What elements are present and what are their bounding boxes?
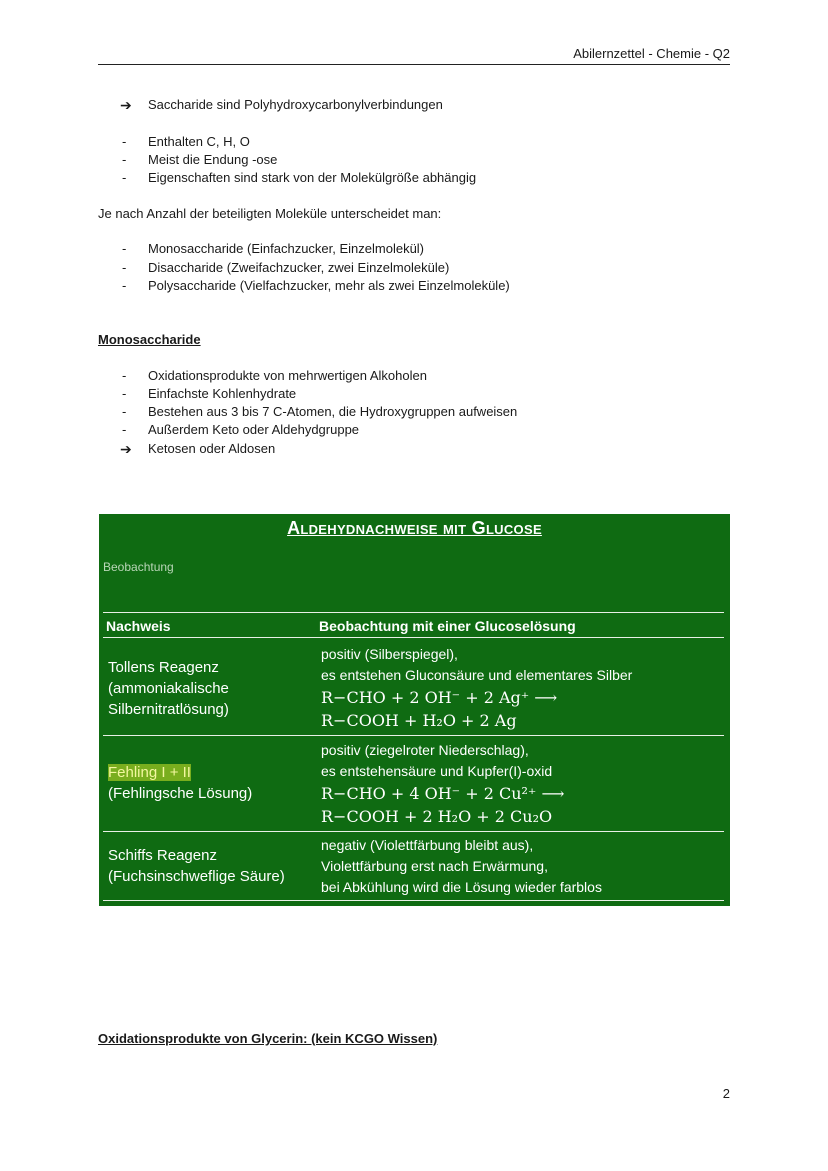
page-header (98, 44, 730, 65)
observation-line: Violettfärbung erst nach Erwärmung, (321, 858, 548, 874)
header-title: Abilernzettel - Chemie - Q2 (573, 46, 730, 61)
observation-line: positiv (ziegelroter Niederschlag), (321, 742, 529, 758)
arrow-icon: ➔ (120, 97, 132, 113)
bullet-dash: - (122, 404, 127, 419)
bullet-dash: - (122, 386, 127, 401)
table-rule-row (103, 735, 724, 736)
reaction-equation: R−COOH + H₂O + 2 Ag (321, 711, 517, 730)
table-row-fehling (108, 762, 252, 804)
mono-arrow-line: Ketosen oder Aldosen (148, 441, 276, 456)
observation-line: positiv (Silberspiegel), (321, 646, 458, 662)
panel-title: Aldehydnachweise mit Glucose (287, 518, 542, 538)
panel-subtitle: Beobachtung (103, 560, 174, 574)
reagent-name: Tollens Reagenz (108, 659, 219, 676)
section-heading-monosaccharide: Monosaccharide (98, 332, 201, 347)
list-item: Einfachste Kohlenhydrate (148, 386, 297, 401)
aldehyde-test-panel (99, 514, 730, 906)
list-item: Polysaccharide (Vielfachzucker, mehr als zwei Einzelmoleküle) (148, 278, 510, 293)
bullet-dash: - (122, 241, 127, 256)
bullet-dash: - (122, 368, 127, 383)
intro-arrow-line: Saccharide sind Polyhydroxycarbonylverbindungen (148, 97, 443, 112)
list-item: Disaccharide (Zweifachzucker, zwei Einzelmoleküle) (148, 260, 450, 275)
table-rule-top (103, 612, 724, 613)
table-rule-row (103, 831, 724, 832)
bullet-dash: - (122, 170, 127, 185)
table-rule-bottom (103, 900, 724, 901)
observation-line: bei Abkühlung wird die Lösung wieder farblos (321, 879, 602, 895)
table-row-schiff (108, 845, 285, 887)
list-item: Meist die Endung -ose (148, 152, 278, 167)
reaction-equation: R−CHO + 2 OH⁻ + 2 Ag⁺ ⟶ (321, 688, 558, 707)
list-item: Enthalten C, H, O (148, 134, 250, 149)
table-rule-header (103, 637, 724, 638)
reaction-equation: R−COOH + 2 H₂O + 2 Cu₂O (321, 807, 553, 826)
reagent-detail: Silbernitratlösung) (108, 701, 229, 718)
observation-tollens (321, 644, 632, 732)
table-row-tollens (108, 657, 229, 720)
observation-line: negativ (Violettfärbung bleibt aus), (321, 837, 534, 853)
list-item: Bestehen aus 3 bis 7 C-Atomen, die Hydroxygruppen aufweisen (148, 404, 518, 419)
observation-line: es entstehensäure und Kupfer(I)-oxid (321, 763, 553, 779)
page-number: 2 (722, 1086, 730, 1101)
bullet-dash: - (122, 260, 127, 275)
bullet-dash: - (122, 134, 127, 149)
reaction-equation: R−CHO + 4 OH⁻ + 2 Cu²⁺ ⟶ (321, 784, 565, 803)
bullet-dash: - (122, 152, 127, 167)
observation-line: es entstehen Gluconsäure und elementares Silber (321, 667, 633, 683)
reagent-name: Schiffs Reagenz (108, 847, 217, 864)
list-item: Außerdem Keto oder Aldehydgruppe (148, 422, 360, 437)
highlighted-reagent-name: Fehling I + II (108, 764, 191, 781)
column-header-nachweis: Nachweis (106, 618, 171, 634)
arrow-icon: ➔ (120, 441, 132, 457)
observation-schiff (321, 835, 602, 898)
column-header-beobachtung: Beobachtung mit einer Glucoselösung (319, 618, 576, 634)
reagent-detail: (Fuchsinschweflige Säure) (108, 868, 285, 885)
bullet-dash: - (122, 278, 127, 293)
reagent-detail: (ammoniakalische (108, 680, 229, 697)
observation-fehling (321, 740, 564, 828)
list-item: Oxidationsprodukte von mehrwertigen Alkoholen (148, 368, 427, 383)
list-item: Monosaccharide (Einfachzucker, Einzelmolekül) (148, 241, 425, 256)
bullet-dash: - (122, 422, 127, 437)
classification-lead: Je nach Anzahl der beteiligten Moleküle unterscheidet man: (98, 206, 442, 221)
section-heading-glycerin: Oxidationsprodukte von Glycerin: (kein KCGO Wissen) (98, 1031, 438, 1046)
reagent-detail: (Fehlingsche Lösung) (108, 785, 253, 802)
list-item: Eigenschaften sind stark von der Molekülgröße abhängig (148, 170, 477, 185)
